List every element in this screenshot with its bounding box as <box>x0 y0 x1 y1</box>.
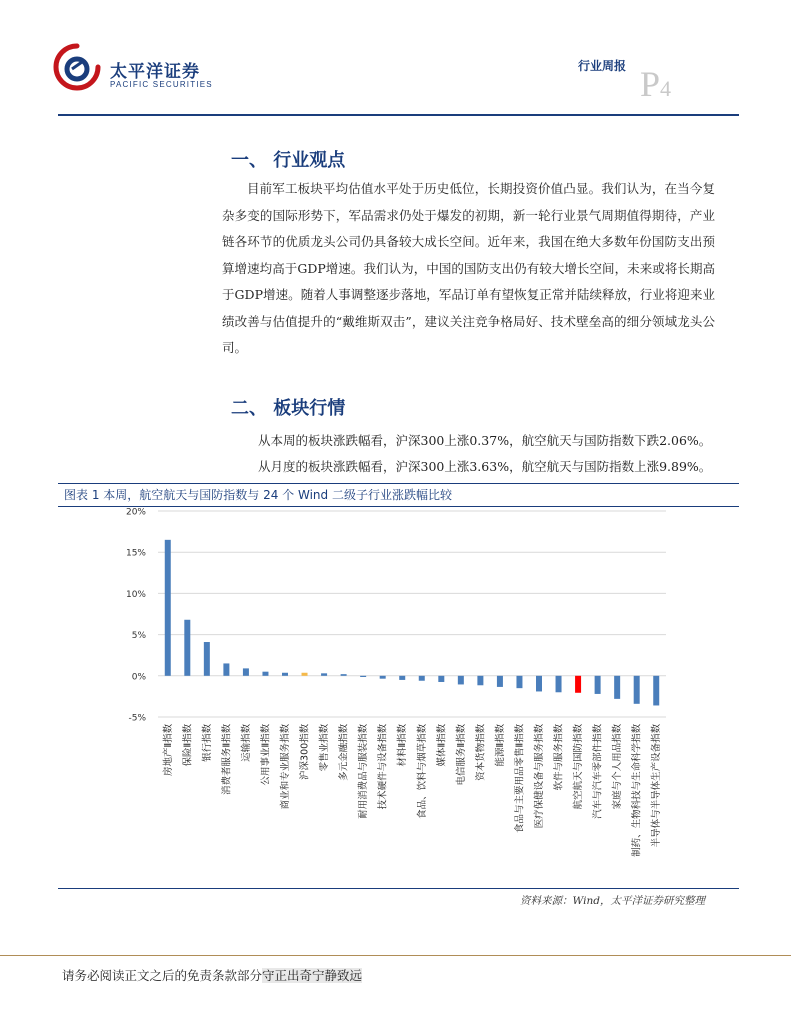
x-category-label: 能源Ⅱ指数 <box>494 723 506 767</box>
x-category-label: 消费者服务Ⅱ指数 <box>221 723 233 795</box>
x-category-label: 公用事业Ⅱ指数 <box>260 723 272 786</box>
sector-returns-bar-chart <box>58 505 739 885</box>
x-category-label: 媒体Ⅱ指数 <box>436 723 448 767</box>
y-tick-label: 20% <box>125 507 146 518</box>
bar-23 <box>614 676 620 699</box>
chart-x-axis-labels <box>162 723 662 857</box>
chart-bars <box>165 540 659 706</box>
bar-3 <box>223 663 229 675</box>
bar-7 <box>302 673 308 676</box>
bar-13 <box>419 676 425 681</box>
bar-11 <box>380 676 386 679</box>
footer-divider <box>0 955 791 956</box>
x-category-label: 食品、饮料与烟草指数 <box>416 723 428 819</box>
figure-source-note: 资料来源：Wind，太平洋证券研究整理 <box>520 895 705 907</box>
bar-18 <box>516 676 522 688</box>
y-tick-label: 0% <box>131 672 146 683</box>
x-category-label: 半导体与半导体生产设备指数 <box>651 723 663 848</box>
x-category-label: 家庭与个人用品指数 <box>612 723 624 810</box>
company-logo-icon <box>52 42 102 92</box>
x-category-label: 房地产Ⅱ指数 <box>162 723 174 776</box>
logo-english-name: PACIFIC SECURITIES <box>110 80 213 89</box>
page-number-value: 4 <box>660 76 672 101</box>
bar-1 <box>184 620 190 676</box>
footer-disclaimer <box>62 966 362 984</box>
bar-6 <box>282 673 288 676</box>
bar-0 <box>165 540 171 676</box>
x-category-label: 技术硬件与设备指数 <box>377 723 389 810</box>
header-divider <box>58 114 739 116</box>
x-category-label: 资本货物指数 <box>475 723 487 781</box>
y-tick-label: 15% <box>125 548 146 559</box>
section-title-industry-view: 一、 行业观点 <box>231 150 346 171</box>
bar-17 <box>497 676 503 687</box>
bar-14 <box>438 676 444 682</box>
chart-y-axis-ticks <box>126 508 146 724</box>
industry-view-paragraph: 目前军工板块平均估值水平处于历史低位，长期投资价值凸显。我们认为，在当今复杂多变的国际形势下，军品需求仍处于爆发的初期，新一轮行业景气周期值得期待，产业链各环节的优质龙头公司仍具备较大成长空间。近年来，我国在绝大多数年份国防支出预算增速均高于GDP增速。我们认为，中国的国防支出仍有较大增长空间，未来或将长期高于GDP增速。随着人事调整逐步落地，军品订单有望恢复正常并陆续释放，行业将迎来业绩改善与估值提升的“戴维斯双击”，建议关注竞争格局好、技术壁垒高的细分领域龙头公司。 <box>222 181 715 355</box>
x-category-label: 汽车与汽车零部件指数 <box>592 723 604 819</box>
logo-chinese-name: 太平洋证券 <box>110 62 200 82</box>
bar-10 <box>360 676 366 677</box>
x-category-label: 航空航天与国防指数 <box>573 723 585 810</box>
x-category-label: 医疗保健设备与服务指数 <box>534 723 545 829</box>
x-category-label: 沪深300指数 <box>299 723 311 780</box>
monthly-performance-text: 从月度的板块涨跌幅看，沪深300上涨3.63%，航空航天与国防指数上涨9.89%。 <box>258 459 712 474</box>
x-category-label: 商业和专业服务指数 <box>280 723 291 810</box>
x-category-label: 材料Ⅱ指数 <box>397 723 409 767</box>
bar-20 <box>556 676 562 692</box>
x-category-label: 软件与服务指数 <box>553 723 565 791</box>
bar-25 <box>653 676 659 706</box>
page-number <box>640 66 671 102</box>
bar-19 <box>536 676 542 692</box>
chart-gridlines <box>158 511 666 717</box>
x-category-label: 食品与主要用品零售Ⅱ指数 <box>514 723 526 833</box>
page-prefix: P <box>640 64 661 104</box>
footer-disclaimer-text: 请务必阅读正文之后的免责条款部分 <box>62 968 263 983</box>
y-tick-label: 5% <box>131 631 146 642</box>
bar-15 <box>458 676 464 685</box>
x-category-label: 运输指数 <box>240 723 252 762</box>
y-tick-label: 10% <box>125 589 146 600</box>
y-tick-label: -5% <box>128 713 146 724</box>
bar-24 <box>634 676 640 704</box>
x-category-label: 制药、生物科技与生命科学指数 <box>631 723 643 857</box>
bar-12 <box>399 676 405 680</box>
report-type-label: 行业周报 <box>578 59 627 73</box>
x-category-label: 电信服务Ⅱ指数 <box>455 723 467 786</box>
bar-4 <box>243 668 249 675</box>
bar-22 <box>595 676 601 694</box>
bar-21 <box>575 676 581 693</box>
x-category-label: 耐用消费品与服装指数 <box>358 723 370 819</box>
bar-2 <box>204 642 210 676</box>
x-category-label: 银行指数 <box>201 723 213 762</box>
x-category-label: 多元金融指数 <box>338 723 350 781</box>
x-category-label: 保险Ⅱ指数 <box>182 723 194 767</box>
figure-bottom-divider <box>58 888 739 889</box>
bar-5 <box>262 672 268 676</box>
bar-16 <box>477 676 483 685</box>
x-category-label: 零售业指数 <box>319 723 331 772</box>
figure-caption: 图表 1 本周，航空航天与国防指数与 24 个 Wind 二级子行业涨跌幅比较 <box>64 488 452 502</box>
weekly-performance-text: 从本周的板块涨跌幅看，沪深300上涨0.37%，航空航天与国防指数下跌2.06%。 <box>258 433 712 448</box>
section-title-sector-performance: 二、 板块行情 <box>231 398 346 419</box>
footer-motto: 守正出奇宁静致远 <box>262 968 363 983</box>
bar-9 <box>341 674 347 676</box>
bar-8 <box>321 673 327 675</box>
